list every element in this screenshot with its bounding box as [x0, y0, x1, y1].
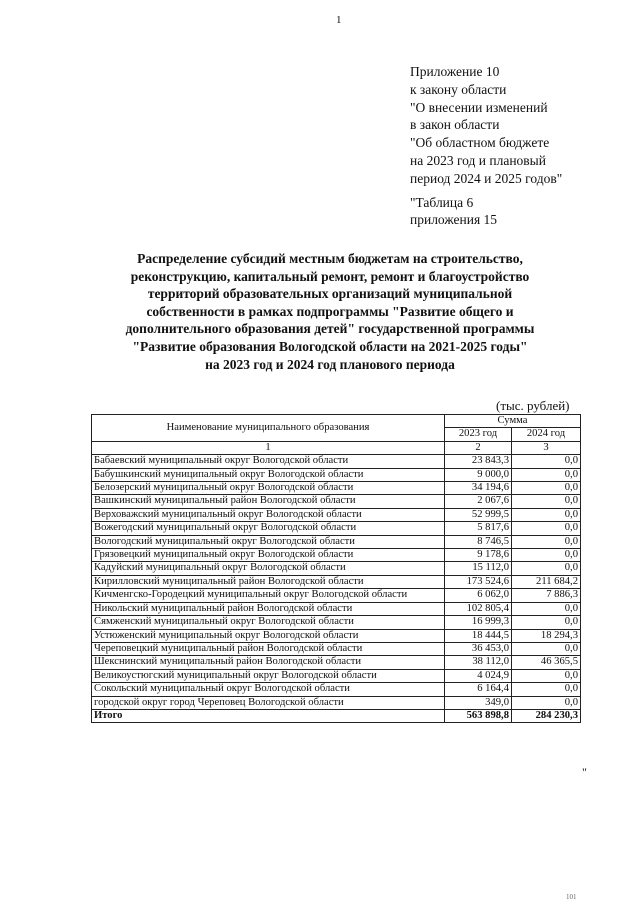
- total-label: Итого: [92, 709, 445, 722]
- amount-2023: 4 024,9: [445, 669, 512, 682]
- amount-2023: 2 067,6: [445, 495, 512, 508]
- amount-2023: 15 112,0: [445, 562, 512, 575]
- amount-2024: 0,0: [512, 549, 581, 562]
- municipality-name: Белозерский муниципальный округ Вологодской области: [92, 482, 445, 495]
- municipality-name: городской округ город Череповец Вологодской области: [92, 696, 445, 709]
- table-row: [92, 482, 581, 495]
- title-line: территорий образовательных организаций муниципальной: [147, 286, 513, 302]
- appendix-line: "Об областном бюджете: [410, 135, 550, 151]
- table-row: [92, 696, 581, 709]
- total-2023: 563 898,8: [445, 709, 512, 722]
- table-ref-line: приложения 15: [410, 212, 498, 228]
- amount-2024: 0,0: [512, 562, 581, 575]
- amount-2023: 9 000,0: [445, 468, 512, 481]
- footer-mark: 101: [566, 893, 577, 901]
- table-row: [92, 455, 581, 468]
- amount-2024: 0,0: [512, 616, 581, 629]
- amount-2024: 0,0: [512, 669, 581, 682]
- amount-2023: 23 843,3: [445, 455, 512, 468]
- municipality-name: Кичменгско-Городецкий муниципальный округ Вологодской области: [92, 589, 445, 602]
- amount-2024: 0,0: [512, 482, 581, 495]
- amount-2024: 18 294,3: [512, 629, 581, 642]
- table-row: [92, 535, 581, 548]
- municipality-name: Великоустюгский муниципальный округ Вологодской области: [92, 669, 445, 682]
- header-name: Наименование муниципального образования: [92, 415, 445, 442]
- amount-2023: 173 524,6: [445, 575, 512, 588]
- appendix-block: [410, 63, 562, 229]
- column-number: 3: [512, 441, 581, 454]
- amount-2023: 5 817,6: [445, 522, 512, 535]
- title-line: собственности в рамках подпрограммы "Развитие общего и: [146, 303, 514, 319]
- municipality-name: Бабушкинский муниципальный округ Вологодской области: [92, 468, 445, 481]
- subsidy-table: [91, 414, 581, 723]
- amount-2024: 0,0: [512, 455, 581, 468]
- table-body: [92, 455, 581, 723]
- table-row: [92, 575, 581, 588]
- municipality-name: Бабаевский муниципальный округ Вологодской области: [92, 455, 445, 468]
- total-row: [92, 709, 581, 722]
- amount-2024: 211 684,2: [512, 575, 581, 588]
- closing-quote: ": [582, 765, 587, 779]
- total-2024: 284 230,3: [512, 709, 581, 722]
- table-row: [92, 642, 581, 655]
- municipality-name: Грязовецкий муниципальный округ Вологодской области: [92, 549, 445, 562]
- municipality-name: Шекснинский муниципальный район Вологодской области: [92, 656, 445, 669]
- amount-2023: 52 999,5: [445, 508, 512, 521]
- header-sum: Сумма: [445, 415, 581, 428]
- municipality-name: Вашкинский муниципальный район Вологодской области: [92, 495, 445, 508]
- table-row: [92, 683, 581, 696]
- amount-2023: 349,0: [445, 696, 512, 709]
- amount-2023: 6 164,4: [445, 683, 512, 696]
- table-row: [92, 589, 581, 602]
- municipality-name: Верховажский муниципальный округ Вологодской области: [92, 508, 445, 521]
- amount-2024: 7 886,3: [512, 589, 581, 602]
- municipality-name: Сокольский муниципальный округ Вологодской области: [92, 683, 445, 696]
- amount-2024: 0,0: [512, 495, 581, 508]
- table-row: [92, 508, 581, 521]
- amount-2024: 0,0: [512, 508, 581, 521]
- appendix-line: в закон области: [410, 117, 500, 133]
- appendix-line: "О внесении изменений: [410, 99, 548, 115]
- header-year-2024: 2024 год: [512, 428, 581, 441]
- title-line: Распределение субсидий местным бюджетам на строительство,: [137, 251, 523, 266]
- amount-2023: 6 062,0: [445, 589, 512, 602]
- table-row: [92, 616, 581, 629]
- municipality-name: Устюженский муниципальный округ Вологодской области: [92, 629, 445, 642]
- amount-2024: 0,0: [512, 642, 581, 655]
- table-row: [92, 562, 581, 575]
- amount-2023: 8 746,5: [445, 535, 512, 548]
- table-row: [92, 629, 581, 642]
- amount-2023: 102 805,4: [445, 602, 512, 615]
- table-row: [92, 522, 581, 535]
- document-title: [100, 250, 560, 373]
- amount-2023: 18 444,5: [445, 629, 512, 642]
- table-row: [92, 549, 581, 562]
- amount-2023: 38 112,0: [445, 656, 512, 669]
- municipality-name: Вологодский муниципальный округ Вологодской области: [92, 535, 445, 548]
- amount-2024: 0,0: [512, 683, 581, 696]
- header-year-2023: 2023 год: [445, 428, 512, 441]
- column-number: 1: [92, 441, 445, 454]
- municipality-name: Вожегодский муниципальный округ Вологодской области: [92, 522, 445, 535]
- amount-2024: 0,0: [512, 535, 581, 548]
- appendix-line: к закону области: [410, 81, 507, 97]
- appendix-line: период 2024 и 2025 годов": [410, 170, 563, 186]
- column-number: 2: [445, 441, 512, 454]
- amount-2023: 34 194,6: [445, 482, 512, 495]
- amount-2023: 9 178,6: [445, 549, 512, 562]
- municipality-name: Кирилловский муниципальный район Вологодской области: [92, 575, 445, 588]
- appendix-line: Приложение 10: [410, 64, 500, 79]
- municipality-name: Кадуйский муниципальный округ Вологодской области: [92, 562, 445, 575]
- amount-2024: 0,0: [512, 602, 581, 615]
- table-row: [92, 602, 581, 615]
- table-row: [92, 669, 581, 682]
- appendix-line: на 2023 год и плановый: [410, 152, 546, 168]
- title-line: реконструкцию, капитальный ремонт, ремонт и благоустройство: [130, 268, 530, 284]
- title-line: дополнительного образования детей" государственной программы: [125, 321, 535, 337]
- municipality-name: Череповецкий муниципальный район Вологодской области: [92, 642, 445, 655]
- table-ref-line: "Таблица 6: [410, 194, 474, 210]
- page-number: 1: [336, 14, 342, 26]
- amount-2024: 0,0: [512, 696, 581, 709]
- amount-2023: 16 999,3: [445, 616, 512, 629]
- amount-2024: 0,0: [512, 468, 581, 481]
- amount-2023: 36 453,0: [445, 642, 512, 655]
- table-row: [92, 495, 581, 508]
- title-line: на 2023 год и 2024 год планового периода: [205, 356, 455, 372]
- title-line: "Развитие образования Вологодской области на 2021-2025 годы": [132, 338, 528, 354]
- municipality-name: Сямженский муниципальный округ Вологодской области: [92, 616, 445, 629]
- table-row: [92, 656, 581, 669]
- table-row: [92, 468, 581, 481]
- amount-2024: 46 365,5: [512, 656, 581, 669]
- municipality-name: Никольский муниципальный район Вологодской области: [92, 602, 445, 615]
- units-label: (тыс. рублей): [496, 398, 570, 413]
- amount-2024: 0,0: [512, 522, 581, 535]
